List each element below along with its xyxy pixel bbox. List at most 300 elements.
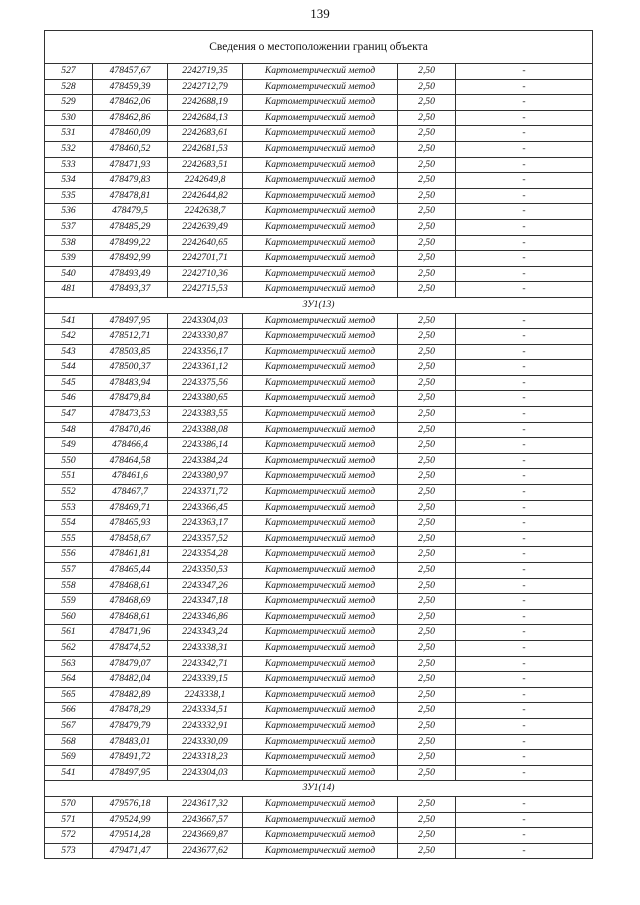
table-row [45,266,593,282]
accuracy-cell: 2,50 [398,344,456,360]
coord-x-cell: 479514,28 [93,828,168,844]
description-cell: - [456,640,593,656]
method-cell: Картометрический метод [243,718,398,734]
accuracy-cell: 2,50 [398,204,456,220]
table-row [45,469,593,485]
coord-x-cell: 478467,7 [93,485,168,501]
method-cell: Картометрический метод [243,329,398,345]
description-cell: - [456,266,593,282]
accuracy-cell: 2,50 [398,500,456,516]
description-cell: - [456,329,593,345]
description-cell: - [456,812,593,828]
coord-y-cell: 2243347,26 [168,578,243,594]
method-cell: Картометрический метод [243,422,398,438]
coord-y-cell: 2242639,49 [168,219,243,235]
coord-x-cell: 478469,71 [93,500,168,516]
description-cell: - [456,734,593,750]
accuracy-cell: 2,50 [398,672,456,688]
method-cell: Картометрический метод [243,438,398,454]
point-number-cell: 568 [45,734,93,750]
point-number-cell: 548 [45,422,93,438]
description-cell: - [456,485,593,501]
table-row [45,453,593,469]
method-cell: Картометрический метод [243,687,398,703]
coord-y-cell: 2243383,55 [168,407,243,423]
accuracy-cell: 2,50 [398,266,456,282]
method-cell: Картометрический метод [243,313,398,329]
table-row [45,360,593,376]
description-cell: - [456,516,593,532]
accuracy-cell: 2,50 [398,718,456,734]
accuracy-cell: 2,50 [398,157,456,173]
coord-y-cell: 2242688,19 [168,95,243,111]
method-cell: Картометрический метод [243,734,398,750]
coord-y-cell: 2243347,18 [168,594,243,610]
accuracy-cell: 2,50 [398,640,456,656]
table-row [45,173,593,189]
description-cell: - [456,718,593,734]
accuracy-cell: 2,50 [398,110,456,126]
method-cell: Картометрический метод [243,796,398,812]
method-cell: Картометрический метод [243,266,398,282]
point-number-cell: 573 [45,843,93,859]
point-number-cell: 560 [45,609,93,625]
boundaries-table [44,30,593,859]
coord-x-cell: 478458,67 [93,531,168,547]
method-cell: Картометрический метод [243,625,398,641]
method-cell: Картометрический метод [243,765,398,781]
table-row [45,313,593,329]
table-row [45,687,593,703]
accuracy-cell: 2,50 [398,188,456,204]
method-cell: Картометрический метод [243,547,398,563]
method-cell: Картометрический метод [243,391,398,407]
description-cell: - [456,422,593,438]
point-number-cell: 537 [45,219,93,235]
point-number-cell: 561 [45,625,93,641]
coord-y-cell: 2243669,87 [168,828,243,844]
coord-x-cell: 478500,37 [93,360,168,376]
table-row [45,516,593,532]
coord-y-cell: 2243338,1 [168,687,243,703]
description-cell: - [456,391,593,407]
table-row [45,718,593,734]
coord-y-cell: 2242644,82 [168,188,243,204]
point-number-cell: 555 [45,531,93,547]
description-cell: - [456,344,593,360]
point-number-cell: 527 [45,64,93,80]
description-cell: - [456,235,593,251]
coord-y-cell: 2243361,12 [168,360,243,376]
description-cell: - [456,79,593,95]
boundaries-table-body [45,31,593,859]
point-number-cell: 481 [45,282,93,298]
method-cell: Картометрический метод [243,219,398,235]
table-row [45,157,593,173]
description-cell: - [456,563,593,579]
method-cell: Картометрический метод [243,516,398,532]
method-cell: Картометрический метод [243,141,398,157]
coord-x-cell: 478499,22 [93,235,168,251]
method-cell: Картометрический метод [243,453,398,469]
point-number-cell: 563 [45,656,93,672]
coord-x-cell: 478465,44 [93,563,168,579]
accuracy-cell: 2,50 [398,547,456,563]
coord-x-cell: 478461,81 [93,547,168,563]
coord-y-cell: 2243380,65 [168,391,243,407]
table-row [45,703,593,719]
description-cell: - [456,64,593,80]
point-number-cell: 565 [45,687,93,703]
coord-y-cell: 2243384,24 [168,453,243,469]
point-number-cell: 532 [45,141,93,157]
method-cell: Картометрический метод [243,656,398,672]
table-row [45,64,593,80]
point-number-cell: 569 [45,750,93,766]
coord-y-cell: 2243318,23 [168,750,243,766]
table-row [45,375,593,391]
table-row [45,578,593,594]
coord-x-cell: 478479,79 [93,718,168,734]
coord-y-cell: 2242683,61 [168,126,243,142]
point-number-cell: 547 [45,407,93,423]
point-number-cell: 533 [45,157,93,173]
accuracy-cell: 2,50 [398,219,456,235]
method-cell: Картометрический метод [243,828,398,844]
coord-y-cell: 2243304,03 [168,765,243,781]
coord-x-cell: 478512,71 [93,329,168,345]
point-number-cell: 530 [45,110,93,126]
table-row [45,391,593,407]
coord-y-cell: 2243342,71 [168,656,243,672]
description-cell: - [456,407,593,423]
table-row [45,640,593,656]
accuracy-cell: 2,50 [398,329,456,345]
coord-y-cell: 2243363,17 [168,516,243,532]
description-cell: - [456,188,593,204]
accuracy-cell: 2,50 [398,594,456,610]
accuracy-cell: 2,50 [398,578,456,594]
accuracy-cell: 2,50 [398,765,456,781]
accuracy-cell: 2,50 [398,516,456,532]
description-cell: - [456,765,593,781]
point-number-cell: 546 [45,391,93,407]
coord-x-cell: 478468,69 [93,594,168,610]
point-number-cell: 538 [45,235,93,251]
point-number-cell: 557 [45,563,93,579]
accuracy-cell: 2,50 [398,485,456,501]
method-cell: Картометрический метод [243,812,398,828]
accuracy-cell: 2,50 [398,750,456,766]
accuracy-cell: 2,50 [398,251,456,267]
coord-x-cell: 478491,72 [93,750,168,766]
description-cell: - [456,672,593,688]
coord-x-cell: 478492,99 [93,251,168,267]
accuracy-cell: 2,50 [398,812,456,828]
coord-x-cell: 478482,89 [93,687,168,703]
section-row [45,781,593,797]
method-cell: Картометрический метод [243,251,398,267]
point-number-cell: 529 [45,95,93,111]
coord-y-cell: 2242701,71 [168,251,243,267]
description-cell: - [456,173,593,189]
coord-y-cell: 2243350,53 [168,563,243,579]
coord-x-cell: 478483,94 [93,375,168,391]
description-cell: - [456,469,593,485]
table-row [45,625,593,641]
table-row [45,672,593,688]
accuracy-cell: 2,50 [398,734,456,750]
description-cell: - [456,204,593,220]
method-cell: Картометрический метод [243,173,398,189]
method-cell: Картометрический метод [243,188,398,204]
point-number-cell: 539 [45,251,93,267]
description-cell: - [456,828,593,844]
description-cell: - [456,843,593,859]
coord-y-cell: 2243356,17 [168,344,243,360]
method-cell: Картометрический метод [243,469,398,485]
point-number-cell: 543 [45,344,93,360]
point-number-cell: 549 [45,438,93,454]
point-number-cell: 536 [45,204,93,220]
table-row [45,812,593,828]
accuracy-cell: 2,50 [398,95,456,111]
point-number-cell: 570 [45,796,93,812]
table-row [45,235,593,251]
method-cell: Картометрический метод [243,95,398,111]
coord-x-cell: 478497,95 [93,765,168,781]
accuracy-cell: 2,50 [398,313,456,329]
description-cell: - [456,313,593,329]
description-cell: - [456,453,593,469]
table-row [45,796,593,812]
point-number-cell: 551 [45,469,93,485]
point-number-cell: 567 [45,718,93,734]
coord-y-cell: 2243380,97 [168,469,243,485]
coord-x-cell: 478460,09 [93,126,168,142]
table-row [45,79,593,95]
method-cell: Картометрический метод [243,79,398,95]
section-label: ЗУ1(13) [45,297,593,313]
coord-x-cell: 478479,84 [93,391,168,407]
accuracy-cell: 2,50 [398,79,456,95]
description-cell: - [456,547,593,563]
table-row [45,329,593,345]
coord-y-cell: 2243667,57 [168,812,243,828]
method-cell: Картометрический метод [243,750,398,766]
table-row [45,344,593,360]
table-row [45,734,593,750]
section-row [45,297,593,313]
table-row [45,251,593,267]
accuracy-cell: 2,50 [398,360,456,376]
method-cell: Картометрический метод [243,531,398,547]
accuracy-cell: 2,50 [398,469,456,485]
coord-y-cell: 2243304,03 [168,313,243,329]
accuracy-cell: 2,50 [398,843,456,859]
description-cell: - [456,157,593,173]
table-row [45,563,593,579]
accuracy-cell: 2,50 [398,609,456,625]
point-number-cell: 562 [45,640,93,656]
coord-x-cell: 478503,85 [93,344,168,360]
point-number-cell: 550 [45,453,93,469]
table-row [45,765,593,781]
description-cell: - [456,625,593,641]
accuracy-cell: 2,50 [398,64,456,80]
coord-y-cell: 2243388,08 [168,422,243,438]
table-row [45,282,593,298]
coord-y-cell: 2242681,53 [168,141,243,157]
coord-x-cell: 478474,52 [93,640,168,656]
accuracy-cell: 2,50 [398,126,456,142]
table-title-row [45,31,593,64]
coord-x-cell: 478465,93 [93,516,168,532]
point-number-cell: 556 [45,547,93,563]
table-row [45,219,593,235]
coord-y-cell: 2242710,36 [168,266,243,282]
coord-y-cell: 2242683,51 [168,157,243,173]
coord-x-cell: 478479,83 [93,173,168,189]
coord-x-cell: 478457,67 [93,64,168,80]
coord-y-cell: 2243334,51 [168,703,243,719]
accuracy-cell: 2,50 [398,141,456,157]
coord-x-cell: 478485,29 [93,219,168,235]
point-number-cell: 541 [45,313,93,329]
coord-x-cell: 478482,04 [93,672,168,688]
coord-y-cell: 2243330,87 [168,329,243,345]
accuracy-cell: 2,50 [398,422,456,438]
description-cell: - [456,110,593,126]
coord-y-cell: 2243346,86 [168,609,243,625]
coord-y-cell: 2242649,8 [168,173,243,189]
point-number-cell: 554 [45,516,93,532]
coord-y-cell: 2242712,79 [168,79,243,95]
description-cell: - [456,594,593,610]
coord-y-cell: 2243343,24 [168,625,243,641]
coord-x-cell: 478473,53 [93,407,168,423]
table-row [45,188,593,204]
coord-y-cell: 2243332,91 [168,718,243,734]
description-cell: - [456,703,593,719]
description-cell: - [456,609,593,625]
point-number-cell: 564 [45,672,93,688]
coord-x-cell: 478459,39 [93,79,168,95]
table-row [45,407,593,423]
point-number-cell: 544 [45,360,93,376]
coord-x-cell: 478478,81 [93,188,168,204]
point-number-cell: 534 [45,173,93,189]
coord-y-cell: 2242640,65 [168,235,243,251]
coord-y-cell: 2242638,7 [168,204,243,220]
method-cell: Картометрический метод [243,204,398,220]
method-cell: Картометрический метод [243,563,398,579]
accuracy-cell: 2,50 [398,438,456,454]
coord-x-cell: 478468,61 [93,578,168,594]
coord-y-cell: 2243338,31 [168,640,243,656]
coord-x-cell: 478460,52 [93,141,168,157]
coord-y-cell: 2243386,14 [168,438,243,454]
coord-y-cell: 2243339,15 [168,672,243,688]
coord-y-cell: 2243357,52 [168,531,243,547]
table-row [45,141,593,157]
coord-x-cell: 478462,86 [93,110,168,126]
coord-y-cell: 2242684,13 [168,110,243,126]
point-number-cell: 553 [45,500,93,516]
description-cell: - [456,500,593,516]
coord-y-cell: 2243375,56 [168,375,243,391]
accuracy-cell: 2,50 [398,375,456,391]
description-cell: - [456,126,593,142]
method-cell: Картометрический метод [243,110,398,126]
table-row [45,828,593,844]
section-label: ЗУ1(14) [45,781,593,797]
table-row [45,750,593,766]
point-number-cell: 535 [45,188,93,204]
table-row [45,95,593,111]
accuracy-cell: 2,50 [398,563,456,579]
accuracy-cell: 2,50 [398,235,456,251]
description-cell: - [456,282,593,298]
description-cell: - [456,219,593,235]
point-number-cell: 558 [45,578,93,594]
table-row [45,500,593,516]
coord-x-cell: 478497,95 [93,313,168,329]
coord-y-cell: 2243371,72 [168,485,243,501]
method-cell: Картометрический метод [243,609,398,625]
description-cell: - [456,438,593,454]
method-cell: Картометрический метод [243,843,398,859]
accuracy-cell: 2,50 [398,407,456,423]
method-cell: Картометрический метод [243,594,398,610]
table-title: Сведения о местоположении границ объекта [45,31,593,64]
table-row [45,843,593,859]
description-cell: - [456,750,593,766]
page-number: 139 [310,6,330,21]
point-number-cell: 531 [45,126,93,142]
coord-x-cell: 478483,01 [93,734,168,750]
method-cell: Картометрический метод [243,64,398,80]
accuracy-cell: 2,50 [398,453,456,469]
method-cell: Картометрический метод [243,640,398,656]
description-cell: - [456,687,593,703]
point-number-cell: 542 [45,329,93,345]
coord-x-cell: 478471,96 [93,625,168,641]
coord-y-cell: 2243366,45 [168,500,243,516]
description-cell: - [456,531,593,547]
description-cell: - [456,656,593,672]
accuracy-cell: 2,50 [398,703,456,719]
table-row [45,531,593,547]
coord-x-cell: 478479,5 [93,204,168,220]
table-row [45,656,593,672]
accuracy-cell: 2,50 [398,828,456,844]
coord-x-cell: 478462,06 [93,95,168,111]
coord-x-cell: 478464,58 [93,453,168,469]
coord-y-cell: 2242715,53 [168,282,243,298]
point-number-cell: 545 [45,375,93,391]
table-row [45,422,593,438]
method-cell: Картометрический метод [243,126,398,142]
method-cell: Картометрический метод [243,578,398,594]
method-cell: Картометрический метод [243,672,398,688]
accuracy-cell: 2,50 [398,391,456,407]
description-cell: - [456,141,593,157]
table-row [45,438,593,454]
table-row [45,110,593,126]
table-row [45,594,593,610]
table-row [45,126,593,142]
